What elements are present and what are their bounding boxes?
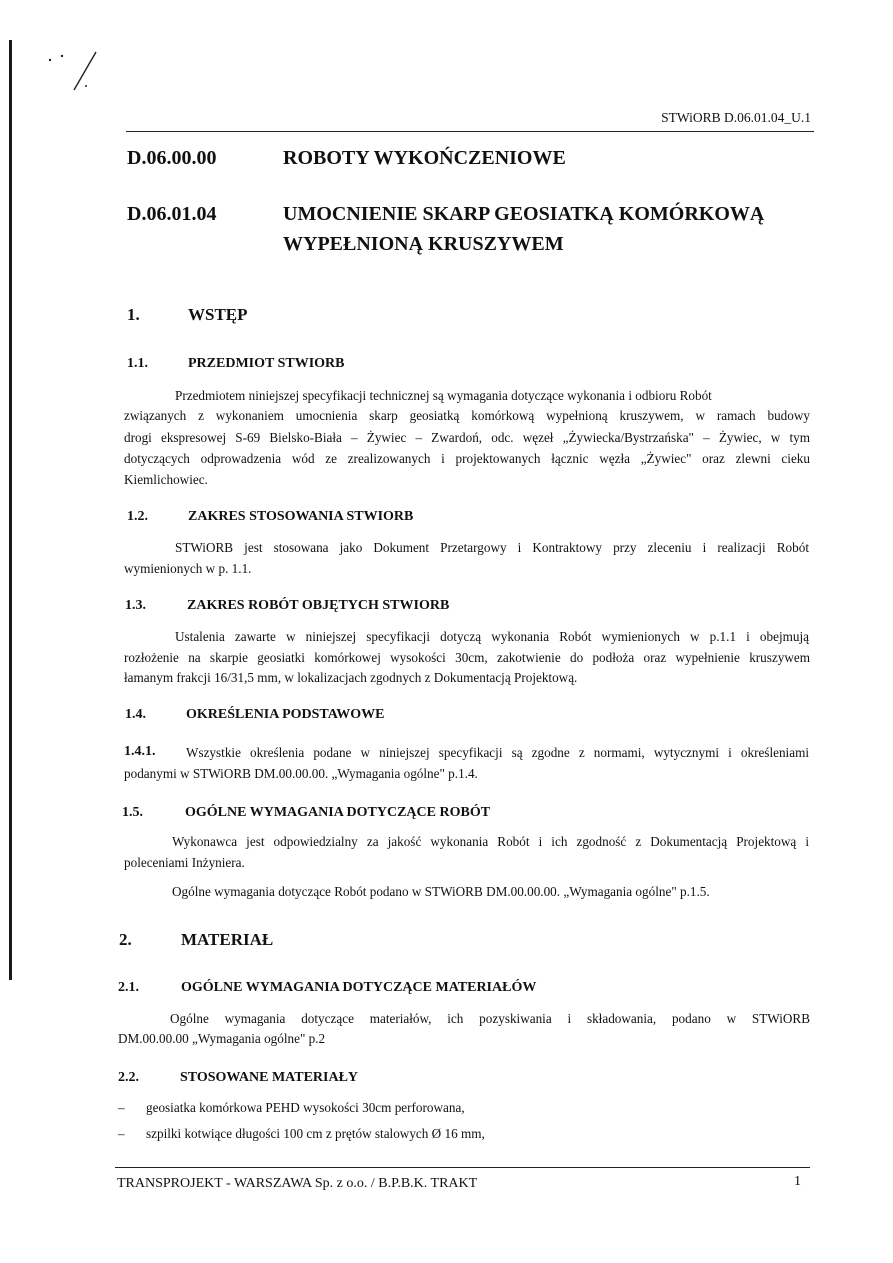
s11-line5: Kiemlichowiec. [124, 472, 208, 487]
s12-line1: STWiORB jest stosowana jako Dokument Przetargowy i Kontraktowy przy zleceniu i realizacji Robót [175, 540, 809, 555]
s21-line2: DM.00.00.00 „Wymagania ogólne" p.2 [118, 1031, 326, 1046]
title-code-1: D.06.00.00 [127, 147, 217, 169]
s13-line2: rozłożenie na skarpie geosiatki komórkowej wysokości 30cm, zakotwienie do podłoża oraz wypełnienie kruszywem [124, 650, 810, 665]
section-2-2-title: STOSOWANE MATERIAŁY [180, 1070, 359, 1085]
s141-line1: Wszystkie określenia podane w niniejszej specyfikacji są zgodne z normami, wytycznymi i określeniami [186, 745, 809, 760]
bullet-dash-1: – [118, 1100, 125, 1115]
section-2-1-title: OGÓLNE WYMAGANIA DOTYCZĄCE MATERIAŁÓW [181, 980, 537, 995]
section-1-1-title: PRZEDMIOT STWIORB [188, 356, 345, 371]
section-2-2-number: 2.2. [118, 1070, 139, 1085]
section-1-4-title: OKREŚLENIA PODSTAWOWE [186, 707, 385, 722]
page-number: 1 [794, 1174, 801, 1189]
section-1-title: WSTĘP [188, 305, 248, 324]
s11-line2: związanych z wykonaniem umocnienia skarp geosiatką komórkową wypełnioną kruszywem, w ramach budowy [124, 408, 810, 423]
title-code-2: D.06.01.04 [127, 203, 217, 225]
section-1-1-number: 1.1. [127, 356, 148, 371]
s141-line2: podanymi w STWiORB DM.00.00.00. „Wymagania ogólne" p.1.4. [124, 766, 478, 781]
section-1-4-number: 1.4. [125, 707, 146, 722]
footer-company: TRANSPROJEKT - WARSZAWA Sp. z o.o. / B.P.B.K. TRAKT [117, 1176, 478, 1191]
section-1-3-title: ZAKRES ROBÓT OBJĘTYCH STWIORB [187, 598, 450, 613]
section-1-5-number: 1.5. [122, 805, 143, 820]
section-1-2-title: ZAKRES STOSOWANIA STWIORB [188, 509, 414, 524]
section-2-title: MATERIAŁ [181, 930, 274, 949]
footer-rule [115, 1167, 810, 1168]
title-text-2-line2: WYPEŁNIONĄ KRUSZYWEM [283, 233, 564, 255]
section-1-4-1-number: 1.4.1. [124, 744, 156, 759]
pen-mark-scribble [40, 46, 100, 94]
s11-line4: dotyczących odprowadzenia wód ze zrealizowanych i projektowanych łącznic węzła „Żywiec" oraz zlewni cieku [124, 451, 810, 466]
section-2-1-number: 2.1. [118, 980, 139, 995]
section-1-3-number: 1.3. [125, 598, 146, 613]
s15-line3: Ogólne wymagania dotyczące Robót podano w STWiORB DM.00.00.00. „Wymagania ogólne" p.1.5. [172, 884, 710, 899]
bullet-item-1: geosiatka komórkowa PEHD wysokości 30cm perforowana, [146, 1100, 465, 1115]
bullet-item-2: szpilki kotwiące długości 100 cm z prętów stalowych Ø 16 mm, [146, 1126, 485, 1141]
s13-line1: Ustalenia zawarte w niniejszej specyfikacji dotyczą wykonania Robót wymienionych w p.1.1 i obejmują [175, 629, 809, 644]
section-2-number: 2. [119, 930, 132, 949]
title-text-2-line1: UMOCNIENIE SKARP GEOSIATKĄ KOMÓRKOWĄ [283, 203, 765, 225]
scan-edge-mark [9, 40, 12, 980]
section-1-2-number: 1.2. [127, 509, 148, 524]
s13-line3: łamanym frakcji 16/31,5 mm, w lokalizacjach zgodnych z Dokumentacją Projektową. [124, 670, 578, 685]
section-1-number: 1. [127, 305, 140, 324]
bullet-dash-2: – [118, 1126, 125, 1141]
s11-line3: drogi ekspresowej S-69 Bielsko-Biała – Żywiec – Zwardoń, odc. węzeł „Żywiecka/Bystrzańska" – Żywiec, w tym [124, 430, 810, 445]
s15-line1: Wykonawca jest odpowiedzialny za jakość wykonania Robót i ich zgodność z Dokumentacją Projektową i [172, 834, 809, 849]
s15-line2: poleceniami Inżyniera. [124, 855, 245, 870]
title-text-1: ROBOTY WYKOŃCZENIOWE [283, 147, 566, 169]
document-code: STWiORB D.06.01.04_U.1 [661, 110, 811, 125]
header-rule [126, 131, 814, 132]
s11-line1: Przedmiotem niniejszej specyfikacji technicznej są wymagania dotyczące wykonania i odbioru Robót [175, 388, 712, 403]
s21-line1: Ogólne wymagania dotyczące materiałów, ich pozyskiwania i składowania, podano w STWiORB [170, 1011, 810, 1026]
s12-line2: wymienionych w p. 1.1. [124, 561, 252, 576]
section-1-5-title: OGÓLNE WYMAGANIA DOTYCZĄCE ROBÓT [185, 805, 491, 820]
